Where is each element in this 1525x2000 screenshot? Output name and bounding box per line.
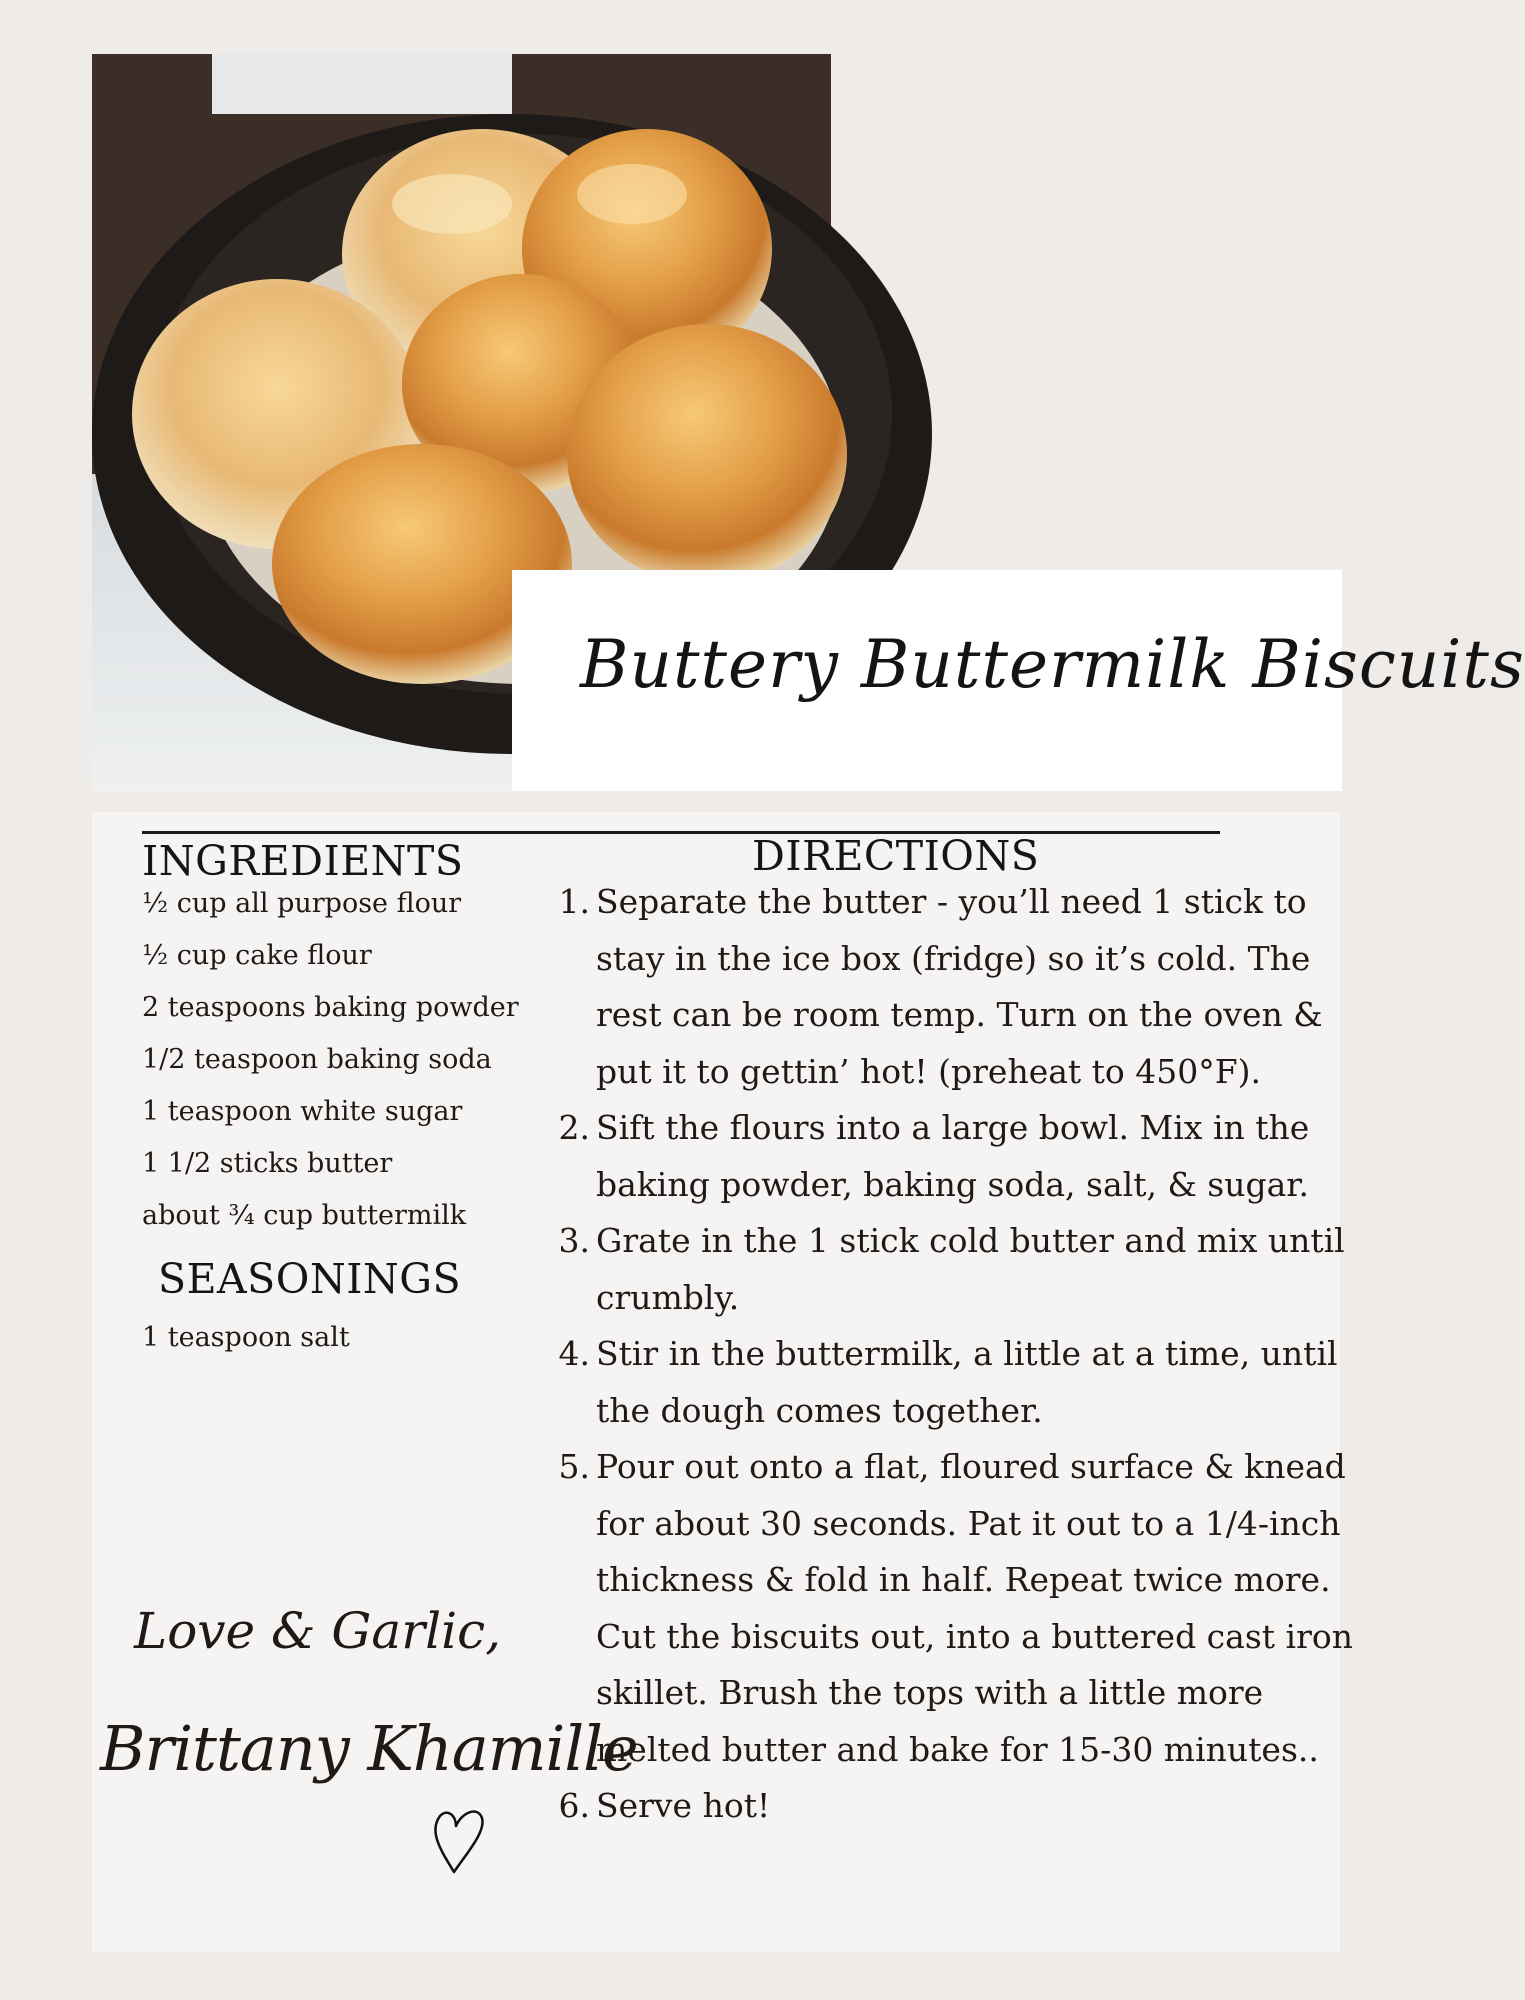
step-number: 4. bbox=[558, 1334, 590, 1373]
divider-rule bbox=[142, 831, 1220, 834]
step-line: stay in the ice box (fridge) so it’s cold. The bbox=[596, 938, 1311, 978]
direction-step bbox=[558, 1778, 1328, 1835]
recipe-title: Buttery Buttermilk Biscuits bbox=[580, 626, 1525, 703]
ingredient-item: 1/2 teaspoon baking soda bbox=[142, 1044, 492, 1075]
signoff-line: Love & Garlic, bbox=[134, 1602, 501, 1660]
step-line: Pour out onto a flat, floured surface & knead bbox=[596, 1447, 1346, 1486]
ingredients-heading: INGREDIENTS bbox=[142, 837, 464, 885]
signature: Brittany Khamille bbox=[100, 1712, 638, 1785]
step-line: Cut the biscuits out, into a buttered cast iron bbox=[596, 1616, 1353, 1656]
ingredients-list bbox=[142, 878, 519, 1242]
step-number: 5. bbox=[558, 1447, 590, 1486]
seasoning-item: 1 teaspoon salt bbox=[142, 1322, 350, 1353]
ingredient-item: 1 teaspoon white sugar bbox=[142, 1096, 463, 1127]
direction-step bbox=[558, 1213, 1345, 1326]
step-number: 6. bbox=[558, 1786, 590, 1825]
step-line: melted butter and bake for 15-30 minutes.. bbox=[596, 1729, 1319, 1769]
step-line: thickness & fold in half. Repeat twice more. bbox=[596, 1560, 1331, 1599]
step-line: crumbly. bbox=[596, 1277, 740, 1317]
directions-heading: DIRECTIONS bbox=[752, 832, 1040, 880]
step-line: Grate in the 1 stick cold butter and mix until bbox=[596, 1221, 1345, 1260]
step-number: 3. bbox=[558, 1221, 590, 1260]
step-line: the dough comes together. bbox=[596, 1390, 1043, 1430]
ingredient-item: ½ cup all purpose flour bbox=[142, 888, 462, 919]
step-line: baking powder, baking soda, salt, & sugar. bbox=[596, 1164, 1309, 1204]
direction-step bbox=[558, 1100, 1328, 1213]
directions-list bbox=[558, 874, 1353, 1835]
step-line: Stir in the buttermilk, a little at a time, until bbox=[596, 1334, 1338, 1373]
step-line: for about 30 seconds. Pat it out to a 1/4-inch bbox=[596, 1503, 1341, 1543]
step-line: Sift the flours into a large bowl. Mix in the bbox=[596, 1108, 1310, 1147]
direction-step bbox=[558, 874, 1328, 1100]
step-line: rest can be room temp. Turn on the oven & bbox=[596, 995, 1323, 1034]
heart-doodle-icon bbox=[422, 1802, 502, 1882]
step-number: 2. bbox=[558, 1108, 590, 1147]
step-line: put it to gettin’ hot! (preheat to 450°F). bbox=[596, 1051, 1262, 1091]
direction-step bbox=[558, 1326, 1338, 1439]
seasonings-heading: SEASONINGS bbox=[158, 1255, 462, 1303]
step-line: Separate the butter - you’ll need 1 stick to bbox=[596, 882, 1307, 921]
ingredient-item: 2 teaspoons baking powder bbox=[142, 992, 519, 1023]
step-line: Serve hot! bbox=[596, 1786, 771, 1825]
ingredient-item: 1 1/2 sticks butter bbox=[142, 1148, 393, 1179]
ingredient-item: about ¾ cup buttermilk bbox=[142, 1200, 467, 1231]
step-line: skillet. Brush the tops with a little more bbox=[596, 1673, 1264, 1712]
ingredient-item: ½ cup cake flour bbox=[142, 940, 372, 971]
title-card bbox=[512, 570, 1525, 791]
direction-step bbox=[558, 1439, 1353, 1778]
recipe-panel bbox=[92, 812, 1353, 1952]
seasonings-list bbox=[142, 1312, 350, 1364]
step-number: 1. bbox=[558, 882, 590, 921]
